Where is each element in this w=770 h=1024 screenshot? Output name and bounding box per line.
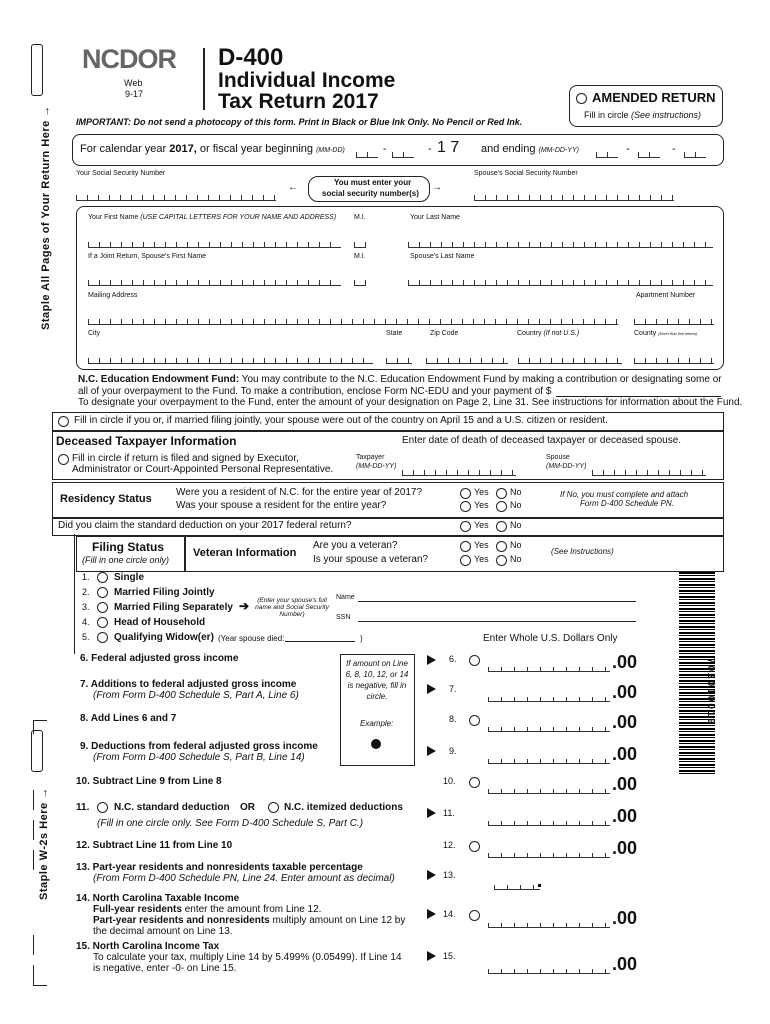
zip-field[interactable] [426,358,508,364]
line7-amount[interactable] [488,694,610,702]
spouse-first-field[interactable] [88,280,341,286]
line13-sub: (From Form D-400 Schedule PN, Line 24. Enter amount as decimal) [93,873,395,884]
spouse-first-label: If a Joint Return, Spouse's First Name [88,253,207,260]
res-q2-yes-circle[interactable] [460,501,471,512]
line9-sub: (From Form D-400 Schedule S, Part B, Line 14) [93,752,305,763]
single-label: Single [114,572,145,583]
line14-amount[interactable] [488,920,610,928]
line8-num: 8. [449,714,457,724]
veteran-title: Veteran Information [193,547,297,559]
arrow-right-icon [427,909,436,919]
opt-num-2: 2. [82,587,90,597]
important-note: IMPORTANT: Do not send a photocopy of this form. Print in Black or Blue Ink Only. No Pencil or Red Ink. [76,117,523,127]
line10-amount[interactable] [488,786,610,794]
mfs-ssn-label: SSN [336,614,351,621]
filing-status-sub: (Fill in one circle only) [82,555,170,565]
line14-b: Part-year residents and nonresidents multiply amount on Line 12 by [93,915,406,926]
spouse-dod-label: Spouse [546,454,570,461]
line10-num: 10. [443,776,456,786]
mfs-ssn-field[interactable] [358,621,636,622]
edu-fund-line1: N.C. Education Endowment Fund: You may contribute to the N.C. Education Endowment Fund by making a contribution or designating some or [78,374,722,385]
veteran-q1: Are you a veteran? [313,540,398,551]
opt-num-5: 5. [82,632,90,642]
county-label: County (Enter first five letters) [634,330,698,337]
single-circle[interactable] [97,572,108,583]
ncdor-logo: NCDOR [82,44,176,74]
line13-num: 13. [443,870,456,880]
mailing-label: Mailing Address [88,292,138,299]
arrow-right-icon [427,684,436,694]
line10-cents: .00 [612,774,638,794]
line11-num: 11. [443,808,455,818]
out-of-country-circle[interactable] [58,416,69,427]
line11-item-circle[interactable] [268,802,279,813]
period-text: For calendar year 2017, or fiscal year beginning (MM-DD) [80,143,345,155]
first-name-field[interactable] [88,242,341,248]
residency-note-2: Form D-400 Schedule PN. [580,499,674,508]
whole-dollars: Enter Whole U.S. Dollars Only [483,633,618,644]
version-label: 9-17 [125,89,144,99]
widow-circle[interactable] [97,632,108,643]
arrow-up-icon: → [38,787,50,799]
period-year: 1 7 [437,139,460,156]
arrow-right-icon [427,746,436,756]
country-field[interactable] [518,358,622,364]
widow-label: Qualifying Widow(er) [114,632,214,643]
hoh-circle[interactable] [97,617,108,628]
line14-a: Full-year residents enter the amount from Line 12. [93,904,322,915]
amended-note: Fill in circle (See instructions) [584,110,702,120]
residency-note-1: If No, you must complete and attach [560,490,689,499]
line11-amount[interactable] [488,818,610,826]
line14-cents: .00 [612,908,638,928]
taxpayer-dod-fmt: (MM-DD-YY) [356,463,397,470]
line11-title: 11. [76,802,90,813]
mfj-label: Married Filing Jointly [114,587,215,598]
line6-cents: .00 [612,652,638,672]
line11-std-circle[interactable] [97,802,108,813]
residency-q2: Was your spouse a resident for the entire year? [176,500,387,511]
deceased-title: Deceased Taxpayer Information [56,434,237,448]
staple-box-top [31,44,43,96]
city-label: City [88,330,101,337]
web-label: Web [124,78,143,88]
executor-line1: Fill in circle if return is filed and signed by Executor, [72,453,299,464]
line13-decimal[interactable] [494,882,540,890]
period-begin-mm[interactable] [356,152,378,158]
line14-title: 14. North Carolina Taxable Income [76,893,240,904]
std-no-circle[interactable] [496,521,507,532]
line6-neg-circle[interactable] [469,655,480,666]
staple-all-pages-text: Staple All Pages of Your Return Here → [40,105,52,330]
arrow-up-icon: → [40,105,52,117]
period-end-yy[interactable] [684,152,706,158]
line10-neg-circle[interactable] [469,777,480,788]
mi-field[interactable] [354,242,366,248]
staple-w2s-text: Staple W-2s Here → [38,787,50,900]
line14-c: the decimal amount on Line 13. [93,926,233,937]
spouse-dod-field[interactable] [592,470,706,476]
line15-l1: To calculate your tax, multiply Line 14 by 5.499% (0.05499). If Line 14 [93,952,402,963]
line7-cents: .00 [612,682,638,702]
line13-title: 13. Part-year residents and nonresidents taxable percentage [76,862,363,873]
vet-q2-no: No [510,554,522,564]
vet-q1-no-circle[interactable] [496,541,507,552]
line9-cents: .00 [612,744,638,764]
vet-q2-yes: Yes [474,554,489,564]
apt-field[interactable] [634,319,714,325]
residency-q1: Were you a resident of N.C. for the entire year of 2017? [176,487,423,498]
line15-title: 15. North Carolina Income Tax [76,941,220,952]
period-begin-dd[interactable] [392,152,414,158]
spouse-ssn-field[interactable] [474,195,674,201]
line12-title: 12. Subtract Line 11 from Line 10 [76,840,233,851]
std-no: No [510,520,522,530]
vet-q1-no: No [510,540,522,550]
line12-amount[interactable] [488,850,610,858]
mfj-circle[interactable] [97,587,108,598]
edu-fund-line3: To designate your overpayment to the Fund, enter the amount of your designation on Page 2, Line 31. See instructions for information about the Fund. [78,397,743,408]
arrow-right-icon [427,808,436,818]
edu-fund-line2: all of your overpayment to the Fund. To make a contribution, enclose Form NC-EDU and your payment of $ [78,386,552,397]
last-name-field[interactable] [408,242,713,248]
arrow-right-icon: → [432,182,442,193]
state-field[interactable] [386,358,412,364]
line15-num: 15. [443,951,456,961]
filled-circle-example-icon [371,739,381,749]
hoh-label: Head of Household [114,617,206,628]
line10-title: 10. Subtract Line 9 from Line 8 [76,776,222,787]
line15-l2: is negative, enter -0- on Line 15. [93,963,237,974]
vet-q2-yes-circle[interactable] [460,555,471,566]
veteran-see: (See Instructions) [551,547,614,556]
line9-amount[interactable] [488,756,610,764]
vet-q2-no-circle[interactable] [496,555,507,566]
form-number: D-400 [218,44,284,71]
line11-item-label: N.C. itemized deductions [284,802,403,813]
arrow-right-icon [427,870,436,880]
std-yes: Yes [474,520,489,530]
period-end-dd[interactable] [638,152,660,158]
period-end-text: and ending (MM-DD-YY) [481,143,579,155]
executor-circle[interactable] [58,454,69,465]
line11-cents: .00 [612,806,638,826]
line9-num: 9. [449,746,457,756]
arrow-right-icon [427,951,436,961]
your-ssn-field[interactable] [76,195,276,201]
line7-num: 7. [449,684,457,694]
res-q1-yes-circle[interactable] [460,488,471,499]
std-deduction-q: Did you claim the standard deduction on your 2017 federal return? [58,520,352,531]
line7-sub: (From Form D-400 Schedule S, Part A, Line 6) [93,690,299,701]
widow-year-field[interactable] [285,641,355,642]
res-q1-yes: Yes [474,487,489,497]
spouse-note: (Enter your spouse's full name and Social Security Number) [255,597,329,618]
opt-num-3: 3. [82,602,90,612]
out-of-country-text: Fill in circle if you or, if married filing jointly, your spouse were out of the country on April 15 and a U.S. citizen or resident. [74,415,608,426]
county-field[interactable] [634,358,714,364]
res-q1-no-circle[interactable] [496,488,507,499]
mfs-name-field[interactable] [358,601,636,602]
line11-std-label: N.C. standard deduction [114,802,230,813]
executor-line2: Administrator or Court-Appointed Personal Representative. [72,464,334,475]
arrow-right-icon [427,655,436,665]
opt-num-1: 1. [82,572,90,582]
line8-neg-circle[interactable] [469,715,480,726]
amended-label: AMENDED RETURN [592,90,716,105]
spouse-last-label: Spouse's Last Name [410,253,475,260]
staple-box-bottom [31,730,43,772]
state-label: State [386,330,403,337]
spouse-ssn-label: Spouse's Social Security Number [474,170,578,177]
mfs-label: Married Filing Separately [114,602,233,613]
res-q2-no-circle[interactable] [496,501,507,512]
mi-label: M.I. [354,214,366,221]
line8-cents: .00 [612,712,638,732]
ssn-must-text-1: You must enter your [334,178,412,187]
line12-num: 12. [443,840,456,850]
line6-title: 6. Federal adjusted gross income [80,653,239,664]
negative-example: Example: [360,719,394,728]
res-q2-no: No [510,500,522,510]
line8-title: 8. Add Lines 6 and 7 [80,713,177,724]
amended-circle[interactable] [576,93,587,104]
last-name-label: Your Last Name [410,214,460,221]
widow-note: (Year spouse died: [218,634,285,643]
spouse-last-field[interactable] [408,280,713,286]
line12-neg-circle[interactable] [469,841,480,852]
line8-amount[interactable] [488,724,610,732]
name-address-box [76,206,724,370]
zip-label: Zip Code [430,330,459,337]
widow-close: ) [360,634,363,643]
period-end-mm[interactable] [596,152,618,158]
negative-note-text: If amount on Line 6, 8, 10, 12, or 14 is negative, fill in circle. [345,659,409,701]
form-title-1: Individual Income [218,69,396,92]
line14-neg-circle[interactable] [469,910,480,921]
apt-label: Apartment Number [636,292,696,299]
mailing-field[interactable] [88,319,618,325]
city-field[interactable] [88,358,373,364]
line15-cents: .00 [612,954,638,974]
your-ssn-label: Your Social Security Number [76,170,166,177]
arrow-right-icon: ➔ [239,599,250,613]
line7-title: 7. Additions to federal adjusted gross income [80,679,297,690]
filing-status-title: Filing Status [92,540,164,554]
line6-num: 6. [449,654,457,664]
first-name-label: Your First Name (USE CAPITAL LETTERS FOR YOUR NAME AND ADDRESS) [88,214,337,221]
spouse-dod-fmt: (MM-DD-YY) [546,463,587,470]
taxpayer-dod-field[interactable] [402,470,516,476]
opt-num-4: 4. [82,617,90,627]
barcode-number: 702010019 [705,658,716,727]
taxpayer-dod-label: Taxpayer [356,454,385,461]
spouse-mi-field[interactable] [354,280,366,286]
line12-cents: .00 [612,838,638,858]
mfs-circle[interactable] [97,602,108,613]
spouse-mi-label: M.I. [354,253,366,260]
veteran-q2: Is your spouse a veteran? [313,554,429,565]
line14-num: 14. [443,909,456,919]
decimal-point [538,884,541,887]
res-q2-yes: Yes [474,500,489,510]
arrow-left-icon: ← [288,182,298,193]
form-title-2: Tax Return 2017 [218,90,379,113]
line9-title: 9. Deductions from federal adjusted gross income [80,741,318,752]
line11-or: OR [240,802,255,813]
country-label: Country (If not U.S.) [517,330,580,337]
vet-q1-yes-circle[interactable] [460,541,471,552]
std-yes-circle[interactable] [460,521,471,532]
amended-box [569,85,723,127]
mfs-name-label: Name [336,594,355,601]
ssn-must-text-2: social security number(s) [322,189,419,198]
res-q1-no: No [510,487,522,497]
residency-title: Residency Status [60,493,152,505]
deceased-enter: Enter date of death of deceased taxpayer or deceased spouse. [402,435,682,446]
vet-q1-yes: Yes [474,540,489,550]
line6-amount[interactable] [488,664,610,672]
line11-sub: (Fill in one circle only. See Form D-400 Schedule S, Part C.) [97,818,364,829]
line15-amount[interactable] [488,966,610,974]
